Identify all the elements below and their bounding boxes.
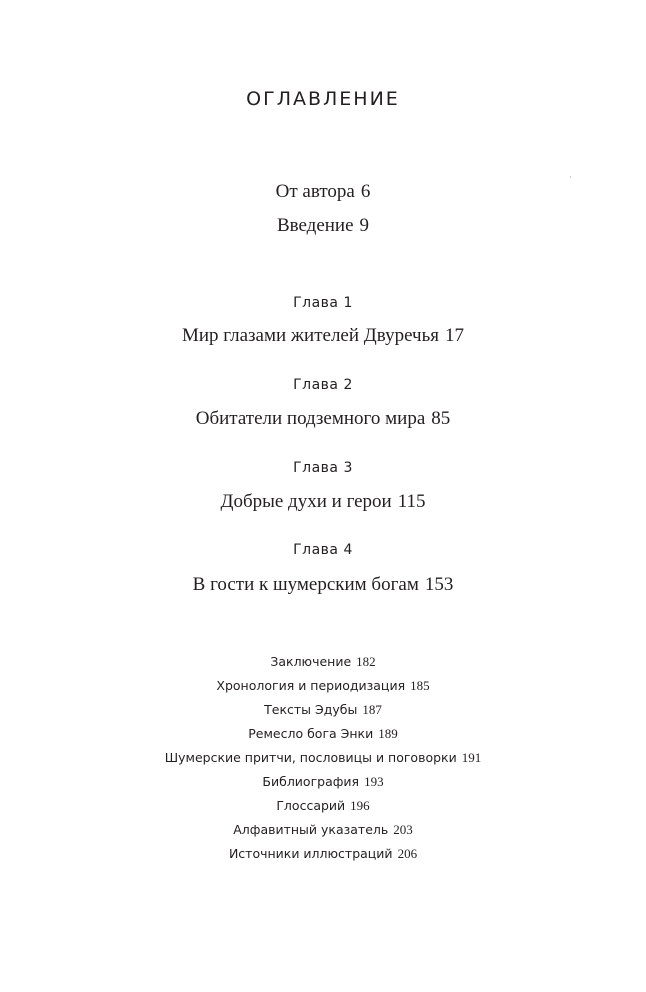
- entry-page: 185: [410, 678, 430, 693]
- entry-label: В гости к шумерским богам: [192, 574, 419, 595]
- toc-entry-chapter[interactable]: [0, 325, 646, 347]
- entry-page: 17: [445, 325, 464, 346]
- entry-label: Источники иллюстраций: [228, 846, 393, 861]
- toc-entry-back[interactable]: [0, 774, 646, 790]
- entry-label: Обитатели подземного мира: [195, 408, 426, 429]
- entry-page: 187: [362, 702, 382, 717]
- toc-entry-back[interactable]: [0, 678, 646, 694]
- paper-speck: [570, 176, 571, 178]
- entry-page: 85: [431, 408, 451, 429]
- toc-entry-back[interactable]: [0, 654, 646, 670]
- toc-entry-back[interactable]: [0, 750, 646, 766]
- toc-entry-front[interactable]: [0, 181, 646, 203]
- entry-page: 203: [393, 822, 413, 837]
- toc-entry-back[interactable]: [0, 822, 646, 838]
- entry-page: 182: [356, 654, 376, 669]
- entry-label: Глоссарий: [276, 798, 346, 813]
- chapter-number: Глава 2: [293, 377, 353, 393]
- entry-label: Ремесло бога Энки: [248, 726, 374, 741]
- entry-label: Заключение: [270, 654, 352, 669]
- entry-page: 115: [397, 491, 426, 512]
- entry-label: От автора: [275, 181, 355, 202]
- chapter-number: Глава 1: [293, 295, 353, 311]
- entry-page: 191: [461, 750, 482, 765]
- entry-page: 189: [378, 726, 398, 741]
- toc-entry-chapter[interactable]: [0, 408, 646, 430]
- toc-entry-front[interactable]: [0, 215, 646, 237]
- toc-entry-back[interactable]: [0, 702, 646, 718]
- entry-page: 9: [359, 215, 370, 236]
- entry-page: 153: [424, 574, 454, 595]
- entry-label: Хронология и периодизация: [216, 678, 406, 693]
- toc-entry-back[interactable]: [0, 846, 646, 862]
- entry-page: 196: [350, 798, 370, 813]
- toc-entry-back[interactable]: [0, 798, 646, 814]
- entry-label: Шумерские притчи, пословицы и поговорки: [164, 750, 457, 765]
- toc-entry-chapter[interactable]: [0, 574, 646, 596]
- chapter-number: Глава 4: [293, 542, 353, 558]
- entry-page: 206: [397, 846, 418, 861]
- toc-entry-back[interactable]: [0, 726, 646, 742]
- entry-label: Тексты Эдубы: [264, 702, 358, 717]
- entry-label: Библиография: [262, 774, 360, 789]
- chapter-number: Глава 3: [293, 460, 353, 476]
- entry-label: Добрые духи и герои: [220, 491, 392, 512]
- entry-page: 6: [360, 181, 371, 202]
- entry-label: Введение: [276, 215, 354, 236]
- page-title: ОГЛАВЛЕНИЕ: [246, 88, 400, 110]
- entry-label: Мир глазами жителей Двуречья: [181, 325, 439, 346]
- entry-label: Алфавитный указатель: [233, 822, 389, 837]
- entry-page: 193: [364, 774, 384, 789]
- toc-entry-chapter[interactable]: [0, 491, 646, 513]
